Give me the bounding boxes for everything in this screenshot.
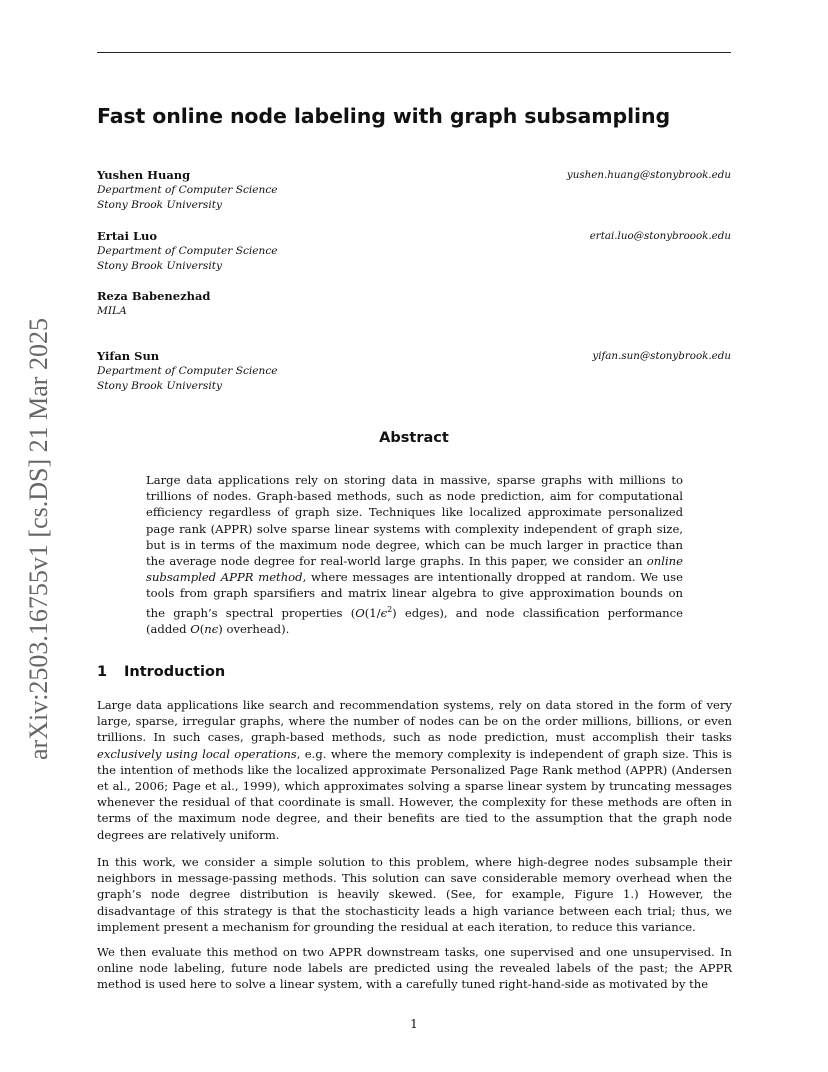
top-rule (97, 52, 731, 53)
author-department: Department of Computer Science (97, 245, 278, 257)
section-heading (97, 664, 225, 680)
section-number: 1 (97, 664, 108, 680)
section-title: Introduction (124, 664, 226, 680)
author-name: Ertai Luo (97, 229, 158, 243)
author-department: Department of Computer Science (97, 365, 278, 377)
paper-title: Fast online node labeling with graph subsampling (97, 104, 671, 128)
abstract-heading: Abstract (379, 430, 449, 446)
arxiv-identifier: arXiv:2503.16755v1 [cs.DS] 21 Mar 2025 (24, 318, 53, 760)
page-number: 1 (410, 1017, 418, 1031)
author-block-4 (97, 349, 731, 394)
author-university: Stony Brook University (97, 380, 222, 392)
author-affiliation: MILA (97, 305, 127, 317)
author-block-1 (97, 168, 731, 213)
author-university: Stony Brook University (97, 260, 222, 272)
author-email[interactable]: yushen.huang@stonybrook.edu (566, 169, 731, 181)
intro-paragraph-2: In this work, we consider a simple solution to this problem, where high-degree nodes subsample their neighbors in message-passing methods. This solution can save considerable memory overhead when the graph’s node degree distribution is heavily skewed. (See, for example, Figure 1.) However, the disadvantage of this strategy is that the stochasticity leads a high variance between each trial; thus, we implement present a mechanism for grounding the residual at each iteration, to reduce this variance. (97, 855, 732, 934)
author-block-2 (97, 229, 731, 274)
author-name: Reza Babenezhad (97, 289, 211, 303)
intro-paragraph-1: Large data applications like search and recommendation systems, rely on data stored in the form of very large, sparse, irregular graphs, where the number of nodes can be on the order millions, billions, or even trillions. In such cases, graph-based methods, such as node prediction, must accomplish their tasks exclusively using local operations, e.g. where the memory complexity is independent of graph size. This is the intention of methods like the localized approximate Personalized Page Rank method (APPR) (Andersen et al., 2006; Page et al., 1999), which approximates solving a sparse linear system by truncating messages whenever the residual of that coordinate is small. However, the complexity for these methods are often in terms of the maximum node degree, and their benefits are tied to the assumption that the graph node degrees are relatively uniform. (97, 698, 732, 842)
intro-paragraph-3: We then evaluate this method on two APPR downstream tasks, one supervised and one unsupervised. In online node labeling, future node labels are predicted using the revealed labels of the past; the APPR method is used here to solve a linear system, with a carefully tuned right-hand-side as motivated by the (97, 945, 732, 992)
author-name: Yifan Sun (97, 349, 160, 363)
author-university: Stony Brook University (97, 199, 222, 211)
abstract-text: Large data applications rely on storing data in massive, sparse graphs with millions to trillions of nodes. Graph-based methods, such as node prediction, aim for computational efficiency regardless of graph size. Techniques like localized approximate personalized page rank (APPR) solve sparse linear systems with complexity independent of graph size, but is in terms of the maximum node degree, which can be much larger in practice than the average node degree for real-world large graphs. In this paper, we consider an online subsampled APPR method, where messages are intentionally dropped at random. We use tools from graph sparsifiers and matrix linear algebra to give approximation bounds on the graph’s spectral properties ($O(1/\epsilon^2)$ edges), and node classification performance (added O(nϵ) overhead). (146, 473, 683, 636)
author-email[interactable]: ertai.luo@stonybroook.edu (589, 230, 731, 242)
author-department: Department of Computer Science (97, 184, 278, 196)
author-name: Yushen Huang (97, 168, 191, 182)
author-block-3 (97, 289, 731, 319)
author-email[interactable]: yifan.sun@stonybrook.edu (592, 350, 731, 362)
